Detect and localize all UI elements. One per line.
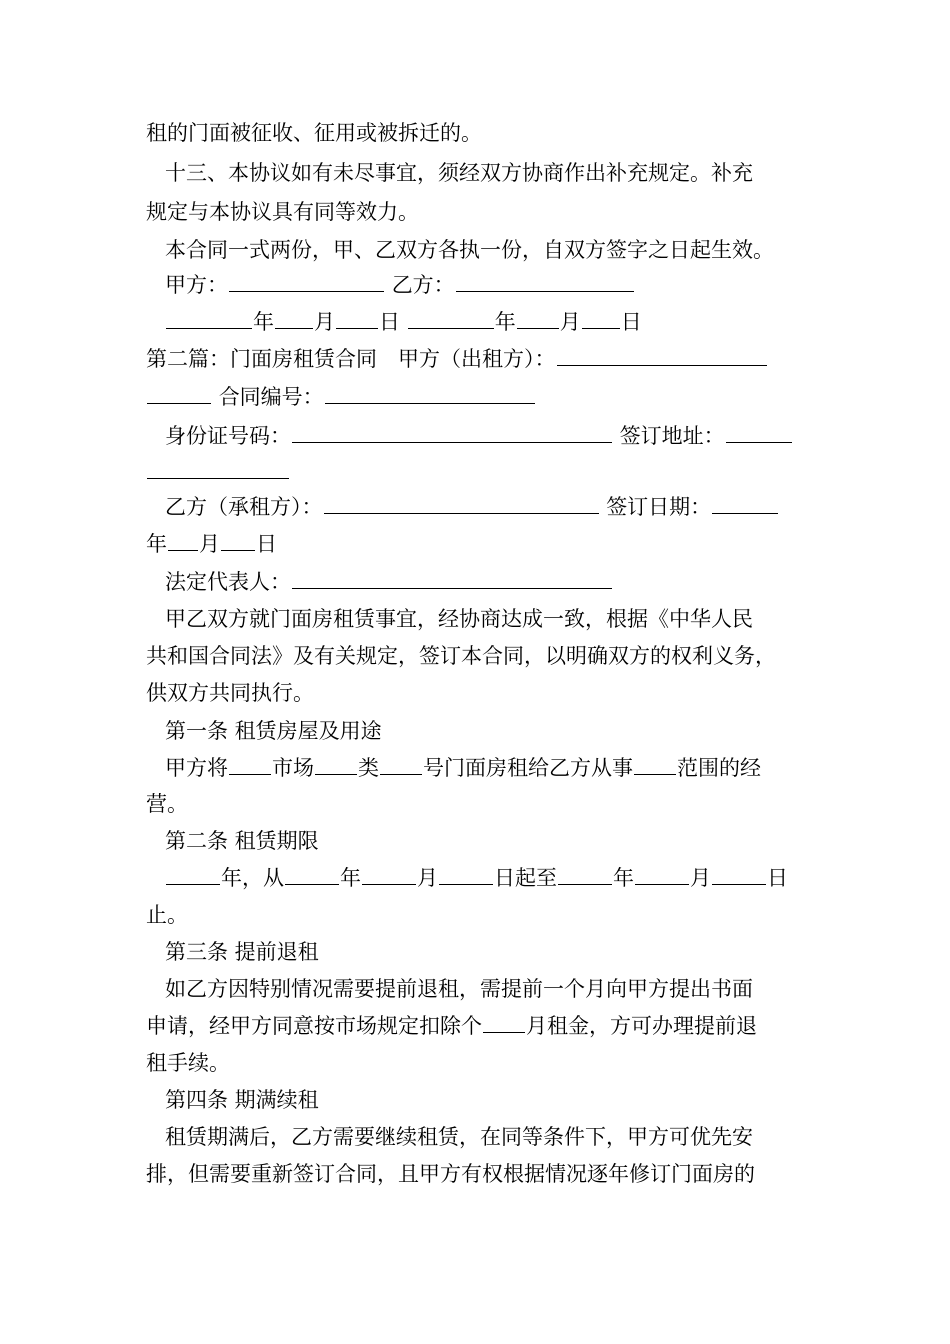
text: 第三条 提前退租 [165, 940, 319, 964]
text: 第二条 租赁期限 [165, 829, 319, 853]
signature-line [165, 270, 635, 300]
text: 本合同一式两份，甲、乙双方各执一份，自双方签字之日起生效。 [165, 238, 774, 262]
blank [712, 866, 766, 885]
text: 日 [379, 310, 400, 334]
text: 第二篇：门面房租赁合同 甲方（出租方）： [146, 347, 556, 371]
article-heading [165, 826, 319, 856]
text: 申请，经甲方同意按市场规定扣除个 [146, 1014, 482, 1038]
text: 年 [253, 310, 274, 334]
text-line [165, 1122, 753, 1152]
blank [292, 570, 612, 589]
blank [517, 310, 559, 329]
text-line [146, 900, 188, 930]
text: 日 [620, 310, 642, 334]
blank [582, 310, 620, 329]
blank [408, 310, 494, 329]
text-line [146, 789, 188, 819]
text-line [146, 678, 314, 708]
party-a-blank [229, 273, 384, 292]
text: 签订日期： [606, 495, 712, 519]
blank [380, 756, 422, 775]
text: 租赁期满后，乙方需要继续租赁，在同等条件下，甲方可优先安 [165, 1125, 753, 1149]
party-b-label: 乙方： [391, 273, 455, 297]
blank [324, 495, 599, 514]
blank [635, 866, 689, 885]
clause-13-line [165, 158, 753, 188]
text: 年 [613, 866, 634, 890]
blank [558, 866, 612, 885]
blank [712, 495, 778, 514]
text: 月租金，方可办理提前退 [526, 1014, 757, 1038]
text: 月 [314, 310, 335, 334]
text: 市场 [272, 756, 314, 780]
text: 供双方共同执行。 [146, 681, 314, 705]
blank [147, 385, 211, 404]
text: 范围的经 [677, 756, 761, 780]
text: 租的门面被征收、征用或被拆迁的。 [146, 121, 482, 145]
text: 如乙方因特别情况需要提前退租，需提前一个月向甲方提出书面 [165, 977, 753, 1001]
text: 月 [559, 310, 581, 334]
text: 年，从 [221, 866, 284, 890]
article-heading [165, 1085, 319, 1115]
blank [285, 866, 339, 885]
section-title-line [146, 344, 768, 374]
blank [483, 1014, 525, 1033]
text-line [165, 753, 761, 783]
text: 租手续。 [146, 1051, 230, 1075]
article-heading [165, 716, 382, 746]
party-a-label: 甲方： [165, 273, 228, 297]
text: 甲乙双方就门面房租赁事宜，经协商达成一致，根据《中华人民 [165, 607, 753, 631]
blank [726, 424, 792, 443]
blank [634, 756, 676, 775]
text-line [146, 1159, 755, 1189]
blank [362, 866, 416, 885]
text: 止。 [146, 903, 188, 927]
text: 营。 [146, 792, 188, 816]
text-line [165, 492, 779, 522]
text-line [165, 421, 793, 451]
text-line [165, 567, 613, 597]
text: 日 [256, 532, 277, 556]
text: 乙方（承租方）： [165, 495, 323, 519]
date-line [165, 307, 642, 337]
text: 月 [690, 866, 711, 890]
text: 排，但需要重新签订合同，且甲方有权根据情况逐年修订门面房的 [146, 1162, 755, 1186]
text: 法定代表人： [165, 570, 291, 594]
blank [229, 756, 271, 775]
blank [275, 310, 313, 329]
text: 年 [146, 532, 167, 556]
text: 月 [417, 866, 438, 890]
text: 签订地址： [619, 424, 725, 448]
text-line [146, 641, 776, 671]
text: 共和国合同法》及有关规定，签订本合同，以明确双方的权利义务， [146, 644, 776, 668]
article-heading [165, 937, 319, 967]
blank [557, 347, 767, 366]
blank [315, 756, 357, 775]
text-line [165, 863, 788, 893]
blank [439, 866, 493, 885]
text: 号门面房租给乙方从事 [423, 756, 633, 780]
text: 十三、本协议如有未尽事宜，须经双方协商作出补充规定。补充 [165, 161, 753, 185]
text-line [146, 457, 290, 487]
blank [221, 532, 255, 551]
text-line [146, 118, 482, 148]
blank [147, 460, 289, 479]
party-b-blank [456, 273, 634, 292]
blank [336, 310, 378, 329]
text-line [146, 197, 419, 227]
text: 类 [358, 756, 379, 780]
text: 合同编号： [218, 385, 324, 409]
text-line [146, 1048, 230, 1078]
blank [166, 310, 252, 329]
text-line [165, 235, 774, 265]
text-line [146, 529, 277, 559]
blank [292, 424, 612, 443]
text: 规定与本协议具有同等效力。 [146, 200, 419, 224]
text-line [146, 382, 536, 412]
text-line [165, 974, 753, 1004]
text: 第一条 租赁房屋及用途 [165, 719, 382, 743]
blank [168, 532, 198, 551]
text: 年 [340, 866, 361, 890]
text: 身份证号码： [165, 424, 291, 448]
text: 日 [767, 866, 788, 890]
blank [325, 385, 535, 404]
text-line [146, 1011, 757, 1041]
text: 月 [199, 532, 220, 556]
text: 甲方将 [165, 756, 228, 780]
text: 年 [494, 310, 516, 334]
text: 第四条 期满续租 [165, 1088, 319, 1112]
text: 日起至 [494, 866, 557, 890]
text-line [165, 604, 753, 634]
blank [166, 866, 220, 885]
